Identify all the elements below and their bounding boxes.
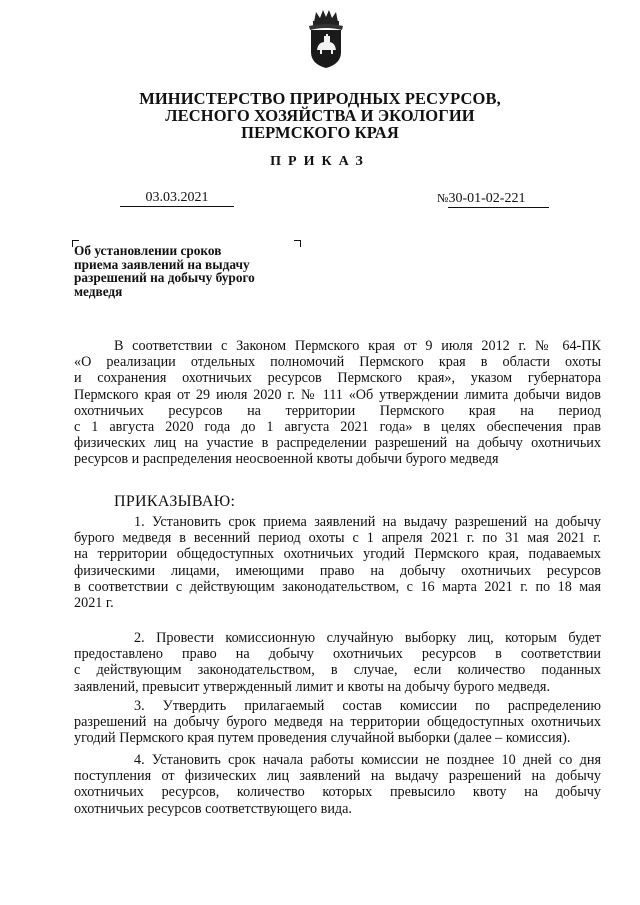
item-line: 3. Утвердить прилагаемый состав комиссии по распределению xyxy=(134,698,601,714)
item-line: 2021 г. xyxy=(74,594,114,611)
item-line: физическими лицами, имеющими право на добычу охотничьих ресурсов xyxy=(74,562,601,579)
item-line: на территории общедоступных охотничьих угодий Пермского края, подаваемых xyxy=(74,546,601,563)
preamble-paragraph xyxy=(74,338,601,468)
item-line: 4. Установить срок начала работы комиссии не позднее 10 дней со дня xyxy=(134,752,601,768)
number-sign: № xyxy=(437,191,449,205)
subject-line: приема заявлений на выдачу xyxy=(74,256,250,272)
document-type-title: ПРИКАЗ xyxy=(270,154,370,169)
item-line: 1. Установить срок приема заявлений на выдачу разрешений на добычу xyxy=(134,514,601,530)
item-line: бурого медведя в весенний период охоты с 1 апреля 2021 г. по 31 мая 2021 г. xyxy=(74,530,601,547)
preamble-line: с 1 августа 2020 года до 1 августа 2021 года» в целях обеспечения прав xyxy=(74,418,601,435)
subject-line: разрешений на добычу бурого xyxy=(74,270,255,285)
document-subject xyxy=(74,244,304,298)
document-number: 30-01-02-221 xyxy=(448,191,549,208)
item-line: разрешений на добычу бурого медведя на территории общедоступных охотничьих xyxy=(74,714,601,731)
order-item-3 xyxy=(74,698,601,747)
item-line: поступления от физических лиц заявлений на выдачу разрешений на добычу xyxy=(74,768,601,785)
preamble-line: «О реализации отдельных полномочий Пермского края в области охоты xyxy=(74,354,601,371)
preamble-line: охотничьих ресурсов на территории Пермского края на период xyxy=(74,402,601,419)
order-item-1 xyxy=(74,514,601,611)
ministry-name xyxy=(100,90,540,141)
ministry-line-1: МИНИСТЕРСТВО ПРИРОДНЫХ РЕСУРСОВ, xyxy=(139,89,501,108)
document-number-block xyxy=(437,190,549,208)
order-item-4 xyxy=(74,752,601,817)
item-line: заявлений, превысит утвержденный лимит и квоты на добычу бурого медведя. xyxy=(74,678,550,695)
item-line: в соответствии с действующим законодательством, с 16 марта 2021 г. по 18 мая xyxy=(74,578,601,595)
orders-heading: ПРИКАЗЫВАЮ: xyxy=(114,493,236,510)
item-line: предоставлено право на добычу охотничьих ресурсов в соответствии xyxy=(74,646,601,663)
item-line: 2. Провести комиссионную случайную выборку лиц, которым будет xyxy=(134,630,601,646)
subject-line: Об установлении сроков xyxy=(74,243,222,258)
item-line: охотничьих ресурсов соответствующего вида. xyxy=(74,800,352,817)
preamble-line: В соответствии с Законом Пермского края от 9 июля 2012 г. № 64-ПК xyxy=(114,338,601,354)
subject-line: медведя xyxy=(74,283,123,299)
item-line: угодий Пермского края путем проведения случайной выборки (далее – комиссия). xyxy=(74,730,571,747)
preamble-line: ресурсов и распределения неосвоенной квоты добычи бурого медведя xyxy=(74,451,499,468)
order-item-2 xyxy=(74,630,601,695)
item-line: с действующим законодательством, в случае, если количество поданных xyxy=(74,662,601,679)
ministry-line-3: ПЕРМСКОГО КРАЯ xyxy=(241,123,399,142)
preamble-line: Пермского края от 29 июля 2020 г. № 111 «Об утверждении лимита добычи видов xyxy=(74,386,601,403)
ministry-line-2: ЛЕСНОГО ХОЗЯЙСТВА И ЭКОЛОГИИ xyxy=(165,106,475,125)
item-line: охотничьих ресурсов, количество которых превысило квоту на добычу xyxy=(74,784,601,801)
preamble-line: и сохранения охотничьих ресурсов Пермского края», указом губернатора xyxy=(74,370,601,387)
perm-krai-coat-of-arms-icon xyxy=(306,8,346,70)
document-date: 03.03.2021 xyxy=(120,190,234,207)
preamble-line: физических лиц на участие в распределении разрешений на добычу охотничьих xyxy=(74,435,601,452)
